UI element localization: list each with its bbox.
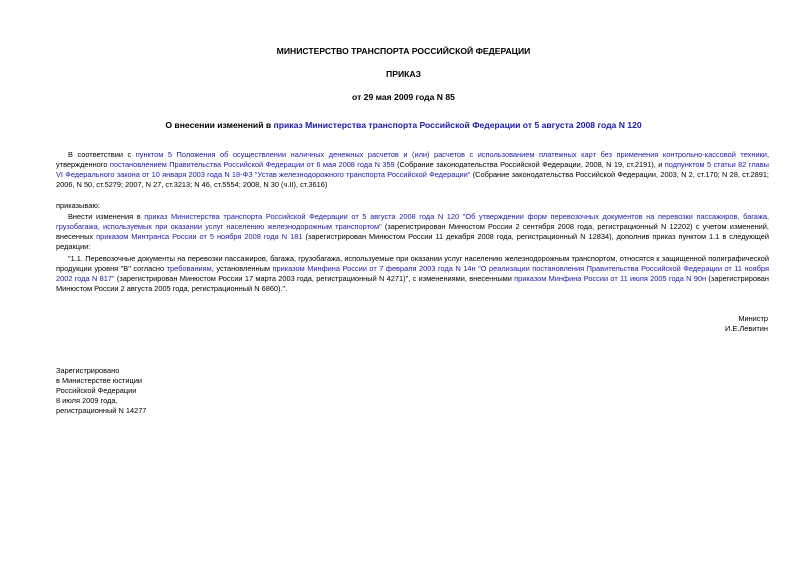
para3-link-minfin-14n[interactable]: приказом Минфина России от 7 февраля 2003 года N 14н "О реализации постановления Правительства Российской Федерации от 11 ноября 2002 года N 817" — [56, 264, 769, 283]
para1-text-4: (Собрание законодательства Российской Федерации, 2003, N 2, ст.170; N 28, ст.2891; 2006, N 50, ст.5279; 2007, N 27, ст.3213; N 46, ст.5554; 2008, N 30 (ч.II), ст.3616) — [56, 170, 769, 189]
preamble-paragraph — [56, 150, 769, 190]
document-date-number: от 29 мая 2009 года N 85 — [352, 92, 455, 102]
para1-text-1: В соответствии с — [68, 150, 136, 159]
order-paragraph — [56, 212, 769, 252]
orders-label: приказываю: — [56, 201, 100, 210]
title-prefix: О внесении изменений в — [165, 120, 274, 130]
document-type: ПРИКАЗ — [386, 69, 421, 79]
registration-line-3: Российской Федерации — [56, 386, 137, 395]
para3-text-4: (зарегистрирован Минюстом России 2 августа 2005 года, регистрационный N 6860).". — [56, 274, 769, 293]
registration-line-4: 8 июля 2009 года, — [56, 396, 118, 405]
ministry-heading: МИНИСТЕРСТВО ТРАНСПОРТА РОССИЙСКОЙ ФЕДЕРАЦИИ — [276, 46, 531, 56]
para2-link-order-181[interactable]: приказом Минтранса России от 5 ноября 2008 года N 181 — [96, 232, 303, 241]
signature-position: Министр — [738, 314, 768, 323]
para2-text-1: Внести изменения в — [68, 212, 145, 221]
para3-link-minfin-90n[interactable]: приказом Минфина России от 11 июля 2005 года N 90н — [514, 274, 707, 283]
para2-link-order-120[interactable]: приказ Министерства транспорта Российской Федерации от 5 августа 2008 года N 120 "Об утверждении форм перевозочных документов на перевозки пассажиров, багажа, грузобагажа, используемых при оказании услуг населению железнодорожным транспортом" — [56, 212, 770, 231]
para3-text-3: (зарегистрирован Минюстом России 17 марта 2003 года, регистрационный N 4271)", с изменениями, внесенными — [114, 274, 515, 283]
document-title — [0, 120, 807, 130]
para1-link-regulation[interactable]: пунктом 5 Положения об осуществлении наличных денежных расчетов и (или) расчетов с использованием платежных карт без применения контрольно-кассовой техники — [135, 150, 767, 159]
title-order-link[interactable]: приказ Министерства транспорта Российской Федерации от 5 августа 2008 года N 120 — [273, 120, 642, 130]
registration-line-5: регистрационный N 14277 — [56, 406, 147, 415]
signature-block — [725, 314, 768, 334]
registration-line-1: Зарегистрировано — [56, 366, 120, 375]
registration-block — [56, 366, 146, 416]
registration-line-2: в Министерстве юстиции — [56, 376, 143, 385]
para1-link-resolution[interactable]: постановлением Правительства Российской Федерации от 6 мая 2008 года N 359 — [109, 160, 395, 169]
para3-text-2: , установленным — [211, 264, 273, 273]
signature-name: И.Е.Левитин — [725, 324, 768, 333]
amendment-paragraph — [56, 254, 769, 294]
para3-link-requirements[interactable]: требованиям — [166, 264, 212, 273]
para3-text-1: "1.1. Перевозочные документы на перевозки пассажиров, багажа, грузобагажа, используемые при оказании услуг населению железнодорожным транспортом, относятся к защищенной полиграфической продукции уровня "В" согласно — [56, 254, 769, 273]
para1-text-2: , утвержденного — [56, 150, 769, 169]
para1-text-3: (Собрание законодательства Российской Федерации, 2008, N 19, ст.2191), и — [394, 160, 665, 169]
para2-text-3: (зарегистрирован Минюстом России 11 декабря 2008 года, регистрационный N 12834), дополнив приказ пунктом 1.1 в следующей редакции: — [56, 232, 770, 251]
para1-link-railway-charter[interactable]: подпунктом 5 статьи 82 главы VI Федерального закона от 10 января 2003 года N 18-ФЗ "Устав железнодорожного транспорта Российской Федерации" — [56, 160, 769, 179]
para2-text-2: (зарегистрирован Минюстом России 2 сентября 2008 года, регистрационный N 12202) с учетом изменений, внесенных — [56, 222, 769, 241]
